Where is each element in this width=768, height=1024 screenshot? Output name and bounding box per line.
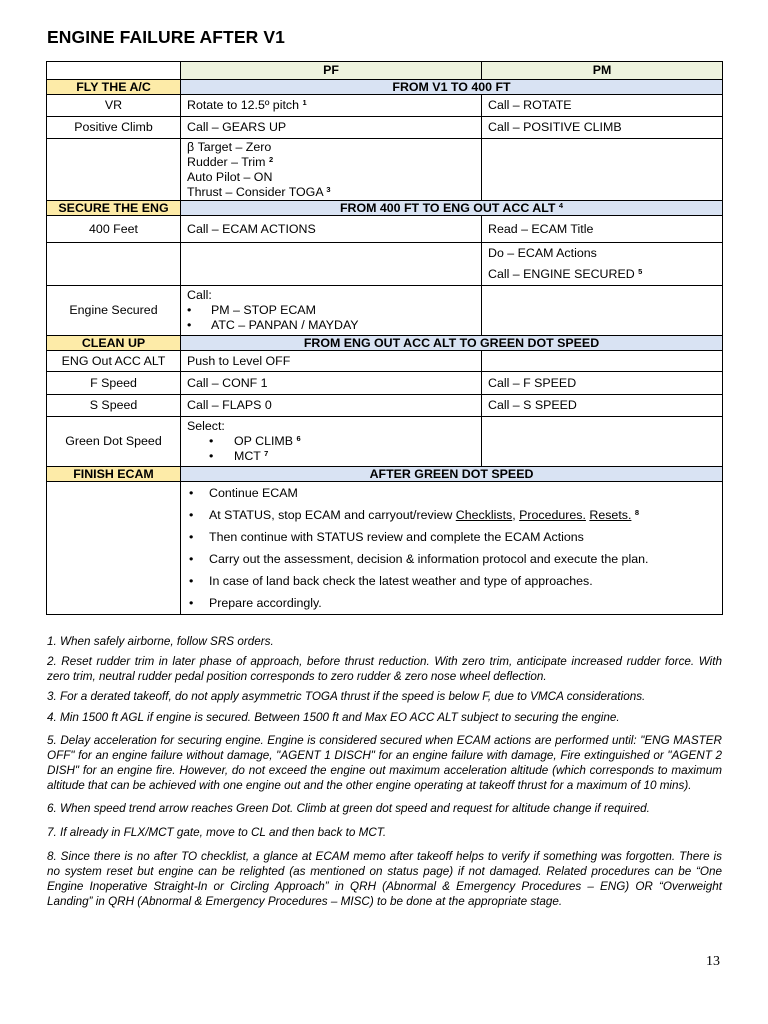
page-number: 13 [706, 954, 720, 969]
section-band-secure [181, 201, 723, 216]
pm-line [488, 264, 716, 285]
pm-cell-empty [482, 286, 723, 336]
pf-line: Call: [187, 288, 212, 302]
pm-cell: Call – F SPEED [482, 372, 723, 395]
footnote-ref: 4 [558, 201, 564, 210]
pf-line: β Target – Zero [187, 139, 272, 154]
band-text: FROM 400 FT TO ENG OUT ACC ALT [339, 201, 556, 215]
table-row [47, 216, 723, 243]
list-item: • Prepare accordingly. [187, 592, 716, 614]
table-row [47, 139, 723, 201]
footnote: 2. Reset rudder trim in later phase of approach, before thrust reduction. With zero trim, anticipate increased rudder force. With zero trim, neutral rudder pedal position corresponds to zero rudder & zero nose wheel deflection. [47, 655, 722, 683]
table-row [47, 482, 723, 615]
footnote: 5. Delay acceleration for securing engine. Engine is considered secured when ECAM actions are performed until: "ENG MASTER OFF" for an engine failure without damage, "AGENT 1 DISCH" for an engine failure with damage, Fire extinguished or "AGENT 2 DISH" for an engine fire. However, do not exceed the engine out maximum acceleration altitude (which corresponds to maximum altitude that can be achieved with one engine out and the other engine operating at takeoff thrust for a maximum of 10 mins). [47, 734, 722, 792]
pf-cell [181, 139, 482, 201]
pf-line: Auto Pilot – ON [187, 169, 273, 184]
table-row [47, 95, 723, 117]
section-clean-row [47, 336, 723, 351]
footnote: 8. Since there is no after TO checklist, a glance at ECAM memo after takeoff helps to verify if something was forgotten. There is no system reset but engine can be relighted (as mentioned on status page) if not damaged. Related procedures can be “One Engine Inoperative Straight-In or Circling Approach” in QRH (Abnormal & Emergency Procedures – ENG) OR “Overweight Landing” in QRH (Abnormal & Emergency Procedures – MISC) to be done at the appropriate stage. [47, 850, 722, 908]
pm-cell [482, 243, 723, 286]
footnote: 6. When speed trend arrow reaches Green Dot. Climb at green dot speed and request for altitude change if required. [47, 802, 650, 815]
pf-cell [181, 286, 482, 336]
item-text: At STATUS, stop ECAM and carryout/review [209, 508, 453, 522]
section-band-fly: FROM V1 TO 400 FT [181, 80, 723, 95]
pm-cell-empty [482, 351, 723, 372]
item-text: OP CLIMB [234, 434, 293, 448]
link-resets: Resets. [589, 508, 632, 522]
footnote: 4. Min 1500 ft AGL if engine is secured. Between 1500 ft and Max EO ACC ALT subject to securing the engine. [47, 711, 620, 724]
pf-text: Thrust – Consider TOGA [187, 184, 323, 199]
event-cell-empty [47, 482, 181, 615]
pf-cell-empty [181, 243, 482, 286]
pm-cell-empty [482, 139, 723, 201]
pm-cell: Call – S SPEED [482, 395, 723, 417]
event-cell: Positive Climb [47, 117, 181, 139]
table-row [47, 395, 723, 417]
table-header-row [47, 62, 723, 80]
footnote-ref: 1 [302, 98, 307, 107]
section-finish-row [47, 467, 723, 482]
table-row [47, 243, 723, 286]
pf-text: Rudder – Trim [187, 154, 266, 169]
procedure-table [46, 61, 723, 615]
list-item: • At STATUS, stop ECAM and carryout/review Checklists, Procedures. Resets. $^8$ [187, 504, 716, 526]
list-item: • PM – STOP ECAM [187, 303, 475, 318]
section-band-finish: AFTER GREEN DOT SPEED [181, 467, 723, 482]
list-item: • Then continue with STATUS review and complete the ECAM Actions [187, 526, 716, 548]
footnote-ref: 6 [296, 434, 301, 443]
list-item: • Carry out the assessment, decision & information protocol and execute the plan. [187, 548, 716, 570]
event-cell: 400 Feet [47, 216, 181, 243]
list-item: • Continue ECAM [187, 482, 716, 504]
header-pf: PF [181, 62, 482, 80]
finish-cell [181, 482, 723, 615]
section-label-clean: CLEAN UP [47, 336, 181, 351]
event-cell: ENG Out ACC ALT [47, 351, 181, 372]
pf-cell [181, 417, 482, 467]
pf-cell: Push to Level OFF [181, 351, 482, 372]
footnote: 1. When safely airborne, follow SRS orders. [47, 635, 274, 648]
footnote-ref: 5 [638, 267, 643, 276]
table-row [47, 117, 723, 139]
pf-cell: Call – CONF 1 [181, 372, 482, 395]
event-cell-empty [47, 243, 181, 286]
pm-cell: Call – POSITIVE CLIMB [482, 117, 723, 139]
section-fly-row [47, 80, 723, 95]
item-text: MCT [234, 449, 261, 463]
header-pm: PM [482, 62, 723, 80]
table-row [47, 286, 723, 336]
link-checklists: Checklists [455, 508, 513, 522]
footnote-ref: 2 [268, 154, 274, 164]
section-band-clean: FROM ENG OUT ACC ALT TO GREEN DOT SPEED [181, 336, 723, 351]
event-cell: VR [47, 95, 181, 117]
list-item [209, 449, 475, 464]
event-cell: F Speed [47, 372, 181, 395]
footnote-ref: 3 [326, 184, 331, 194]
pf-cell [181, 95, 482, 117]
list-item: • In case of land back check the latest weather and type of approaches. [187, 570, 716, 592]
page-title: ENGINE FAILURE AFTER V1 [47, 27, 285, 47]
finish-list [187, 482, 716, 614]
pf-line: Select: [187, 419, 225, 433]
section-label-fly: FLY THE A/C [47, 80, 181, 95]
footnote-ref: 7 [264, 449, 269, 458]
section-secure-row [47, 201, 723, 216]
table-row [47, 351, 723, 372]
pf-cell: Call – GEARS UP [181, 117, 482, 139]
event-cell: S Speed [47, 395, 181, 417]
footnote: 3. For a derated takeoff, do not apply asymmetric TOGA thrust if the speed is below F, due to VMCA considerations. [47, 690, 646, 703]
pm-cell: Read – ECAM Title [482, 216, 723, 243]
section-label-finish: FINISH ECAM [47, 467, 181, 482]
footnote: 7. If already in FLX/MCT gate, move to CL and then back to MCT. [47, 826, 387, 839]
pf-bullet-list [135, 303, 475, 333]
pf-text: Rotate to 12.5º pitch [187, 98, 299, 112]
pf-bullet-list [187, 434, 475, 464]
pm-cell-empty [482, 417, 723, 467]
event-cell-empty [47, 139, 181, 201]
pf-line [187, 155, 475, 170]
footnotes [47, 634, 722, 909]
table-row [47, 417, 723, 467]
list-item: • ATC – PANPAN / MAYDAY [187, 318, 475, 333]
list-item [209, 434, 475, 449]
table-row [47, 372, 723, 395]
pm-cell: Call – ROTATE [482, 95, 723, 117]
pm-line: Do – ECAM Actions [488, 246, 597, 260]
pf-cell: Call – FLAPS 0 [181, 395, 482, 417]
section-label-secure: SECURE THE ENG [47, 201, 181, 216]
link-procedures: Procedures. [519, 508, 586, 522]
event-cell: Green Dot Speed [47, 417, 181, 467]
pf-cell: Call – ECAM ACTIONS [181, 216, 482, 243]
header-blank-cell [47, 62, 181, 80]
footnote-ref: 8 [634, 508, 640, 517]
pm-text: Call – ENGINE SECURED [488, 267, 635, 281]
event-cell: Engine Secured [47, 286, 181, 336]
pf-line [187, 185, 475, 200]
